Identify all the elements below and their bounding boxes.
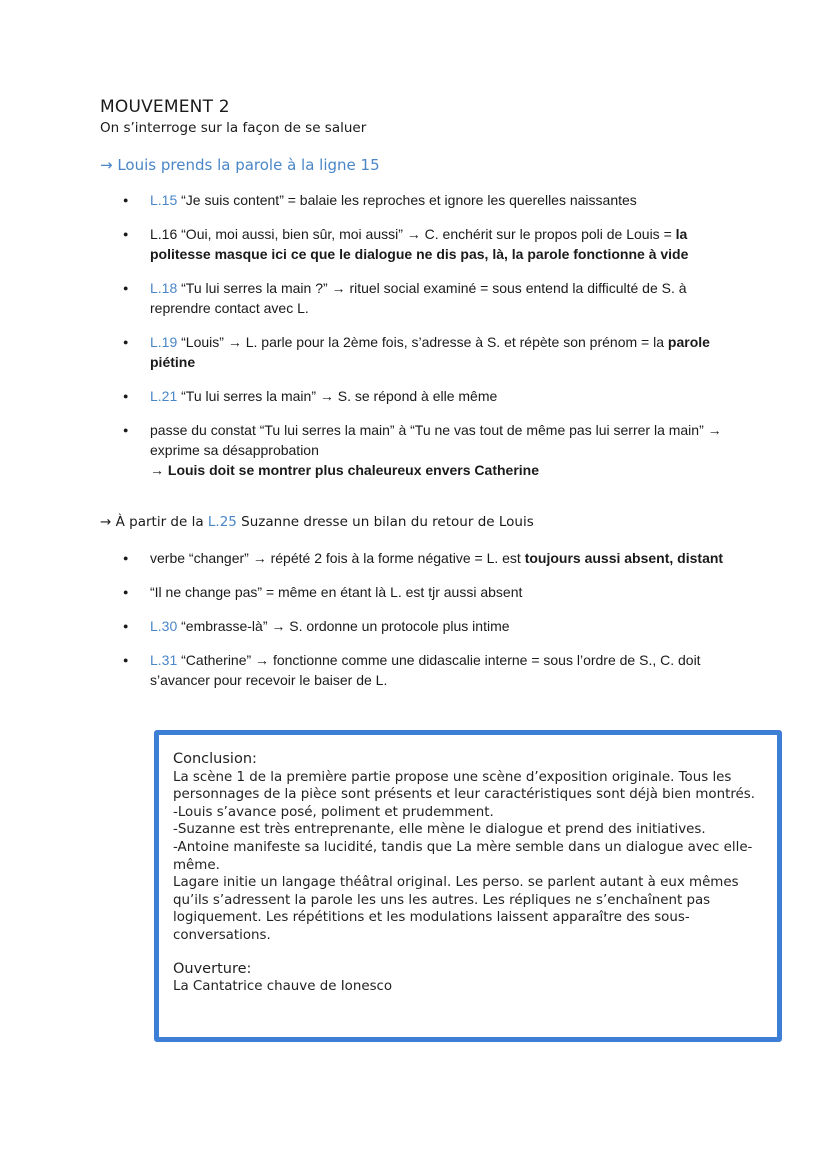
section2-list xyxy=(150,548,740,704)
list-item: ● L.16 “Oui, moi aussi, bien sûr, moi aussi” → C. enchérit sur le propos poli de Louis = la politesse masque ici ce que le dialogue ne dis pas, là, la parole fonctionne à vide xyxy=(150,224,740,264)
page-title: MOUVEMENT 2 xyxy=(100,97,230,117)
conclusion-box xyxy=(154,730,782,1042)
bold-text: toujours aussi absent, distant xyxy=(524,550,724,566)
line-ref: L.21 xyxy=(150,388,178,404)
spacer xyxy=(173,945,763,961)
list-item: ● “Il ne change pas” = même en étant là L. est tjr aussi absent xyxy=(150,582,740,602)
conclusion-line: Lagare initie un langage théâtral original. Les perso. se parlent autant à eux mêmes qu’ils s’adressent la parole les uns les autres. Les répliques ne s’enchaînent pas logiquement. Les répétitions et les modulations laissent apparaître des sous-conversations. xyxy=(173,875,739,943)
line-ref: L.31 xyxy=(150,652,178,668)
line-ref: L.25 xyxy=(207,514,237,530)
line-ref: L.15 xyxy=(150,192,178,208)
conclusion-heading: Conclusion: xyxy=(173,751,257,767)
list-item: ● L.19 “Louis” → L. parle pour la 2ème fois, s’adresse à S. et répète son prénom = la parole piétine xyxy=(150,332,740,372)
page-subtitle: On s’interroge sur la façon de se saluer xyxy=(100,120,367,136)
conclusion-line: -Louis s’avance posé, poliment et prudemment. xyxy=(173,804,494,820)
bold-text: la politesse masque ici ce que le dialogue ne dis pas, là, la parole fonctionne à vide xyxy=(150,226,689,262)
conclusion-line: -Antoine manifeste sa lucidité, tandis que La mère semble dans un dialogue avec elle-même. xyxy=(173,839,753,873)
section2-heading: → À partir de la L.25 Suzanne dresse un bilan du retour de Louis xyxy=(100,514,534,530)
list-item: ● L.31 “Catherine” → fonctionne comme une didascalie interne = sous l’ordre de S., C. doit s’avancer pour recevoir le baiser de L. xyxy=(150,650,740,690)
list-item: ● L.18 “Tu lui serres la main ?” → rituel social examiné = sous entend la difficulté de S. à reprendre contact avec L. xyxy=(150,278,740,318)
list-item: ● L.30 “embrasse-là” → S. ordonne un protocole plus intime xyxy=(150,616,740,636)
section1-list xyxy=(150,190,740,494)
list-item: ● passe du constat “Tu lui serres la main” à “Tu ne vas tout de même pas lui serrer la main” → exprime sa désapprobation → Louis doit se montrer plus chaleureux envers Catherine xyxy=(150,420,740,480)
bold-text: parole piétine xyxy=(150,334,710,370)
bold-text: Louis doit se montrer plus chaleureux envers Catherine xyxy=(167,462,539,478)
conclusion-line: -Suzanne est très entreprenante, elle mène le dialogue et prend des initiatives. xyxy=(173,822,706,838)
section1-heading: → Louis prends la parole à la ligne 15 xyxy=(100,156,380,174)
line-ref: L.19 xyxy=(150,334,178,350)
ouverture-text: La Cantatrice chauve de Ionesco xyxy=(173,979,393,995)
ouverture-heading: Ouverture: xyxy=(173,960,252,977)
list-item: ● L.15 “Je suis content” = balaie les reproches et ignore les querelles naissantes xyxy=(150,190,740,210)
line-ref: L.18 xyxy=(150,280,178,296)
list-item: ● verbe “changer” → répété 2 fois à la forme négative = L. est toujours aussi absent, distant xyxy=(150,548,740,568)
line-ref: L.30 xyxy=(150,618,178,634)
list-item: ● L.21 “Tu lui serres la main” → S. se répond à elle même xyxy=(150,386,740,406)
conclusion-line: La scène 1 de la première partie propose une scène d’exposition originale. Tous les personnages de la pièce sont présents et leur caractéristiques sont déjà bien montrés. xyxy=(173,769,756,803)
